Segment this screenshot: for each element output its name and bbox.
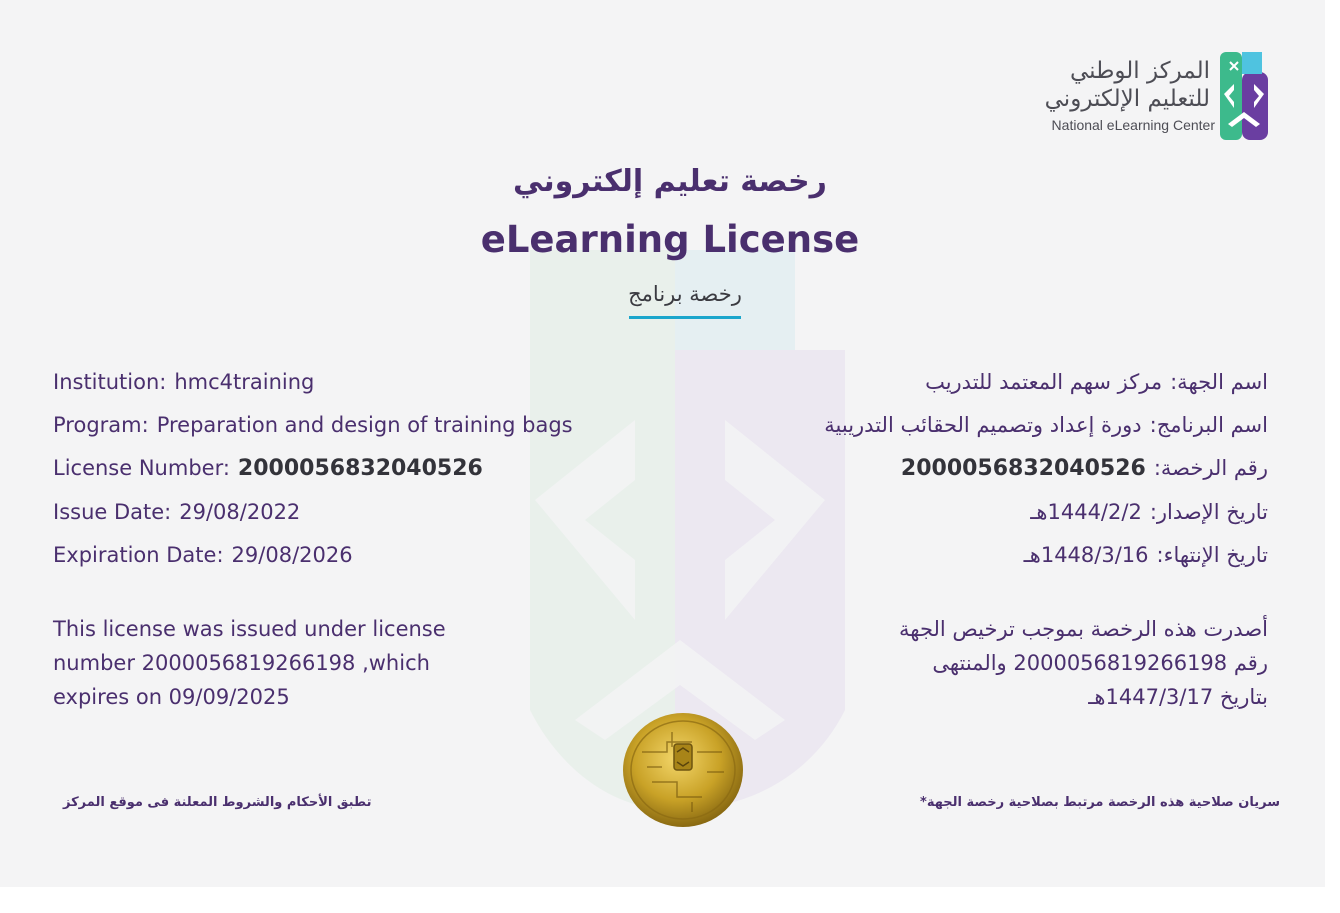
subtitle-arabic: رخصة برنامج: [628, 282, 742, 306]
expiration-date-label-en: Expiration Date:: [53, 543, 224, 567]
nelc-logo-icon: [1220, 52, 1270, 140]
license-number-value-ar: 2000056832040526: [900, 456, 1146, 481]
expiration-date-value-en: 29/08/2026: [231, 543, 353, 567]
institution-value-ar: مركز سهم المعتمد للتدريب: [925, 370, 1163, 394]
expiration-date-value-ar: 1448/3/16هـ: [1023, 543, 1149, 567]
gold-seal-icon: [622, 712, 744, 828]
license-number-row-en: [53, 456, 483, 481]
expiration-date-label-ar: تاريخ الإنتهاء:: [1156, 543, 1268, 567]
license-note-ar-line3: بتاريخ 1447/3/17هـ: [1088, 685, 1268, 709]
issue-date-label-ar: تاريخ الإصدار:: [1149, 500, 1268, 524]
license-number-row-ar: [901, 456, 1268, 481]
institution-label-en: Institution:: [53, 370, 167, 394]
institution-row-ar: [925, 370, 1268, 394]
program-row-ar: [824, 413, 1268, 437]
logo-name-english: National eLearning Center: [1051, 117, 1215, 133]
issue-date-row-ar: [1030, 500, 1268, 524]
license-number-value-en: 2000056832040526: [237, 456, 483, 481]
issue-date-label-en: Issue Date:: [53, 500, 172, 524]
program-value-ar: دورة إعداد وتصميم الحقائب التدريبية: [824, 413, 1142, 437]
institution-label-ar: اسم الجهة:: [1170, 370, 1268, 394]
license-note-en-line3: expires on 09/09/2025: [53, 685, 290, 709]
logo-name-arabic-line1: المركز الوطني: [1069, 58, 1210, 84]
license-note-ar-line2: رقم 2000056819266198 والمنتهى: [932, 651, 1268, 675]
program-value-en: Preparation and design of training bags: [156, 413, 573, 437]
license-note-en-line1: This license was issued under license: [53, 617, 446, 641]
logo-name-arabic-line2: للتعليم الإلكتروني: [1044, 86, 1210, 112]
title-english: eLearning License: [480, 218, 860, 261]
terms-footer: تطبق الأحكام والشروط المعلنة فى موقع المركز: [63, 795, 372, 810]
issue-date-value-ar: 1444/2/2هـ: [1030, 500, 1142, 524]
program-row-en: [53, 413, 573, 437]
issue-date-row-en: [53, 500, 300, 524]
validity-footer: سريان صلاحية هذه الرخصة مرتبط بصلاحية رخصة الجهة*: [920, 795, 1280, 810]
license-note-ar: [788, 612, 1268, 714]
license-note-en-line2: number 2000056819266198 ,which: [53, 651, 430, 675]
institution-row-en: [53, 370, 314, 394]
license-number-label-en: License Number:: [53, 456, 230, 480]
license-note-ar-line1: أصدرت هذه الرخصة بموجب ترخيص الجهة: [899, 617, 1268, 641]
subtitle-underline: [629, 316, 741, 319]
title-arabic: رخصة تعليم إلكتروني: [513, 164, 827, 199]
expiration-date-row-en: [53, 543, 353, 567]
institution-value-en: hmc4training: [174, 370, 315, 394]
license-note-en: [53, 612, 533, 714]
license-number-label-ar: رقم الرخصة:: [1153, 456, 1268, 480]
program-label-ar: اسم البرنامج:: [1149, 413, 1268, 437]
program-label-en: Program:: [53, 413, 149, 437]
issue-date-value-en: 29/08/2022: [179, 500, 301, 524]
expiration-date-row-ar: [1024, 543, 1268, 567]
